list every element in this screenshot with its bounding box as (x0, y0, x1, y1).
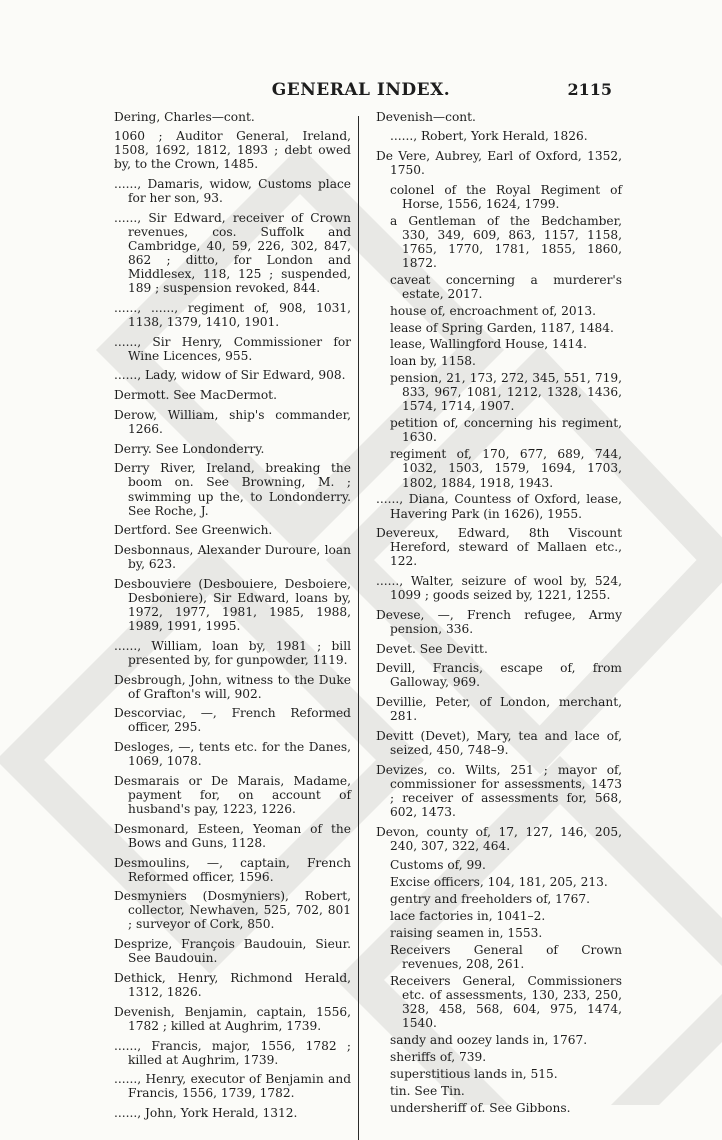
column-divider (358, 116, 359, 1140)
index-entry: Desloges, —, tents etc. for the Danes, 1069, 1078. (114, 740, 351, 769)
index-entry: Devillie, Peter, of London, merchant, 281. (376, 695, 622, 724)
index-entry: Devenish, Benjamin, captain, 1556, 1782 ; killed at Aughrim, 1739. (114, 1004, 351, 1033)
index-entry: Devill, Francis, escape of, from Galloway, 969. (376, 661, 622, 690)
index-heading: Devenish—cont. (376, 110, 476, 124)
index-entry: Devon, county of, 17, 127, 146, 205, 240, 307, 322, 464. (376, 824, 622, 853)
index-entry: Devereux, Edward, 8th Viscount Hereford, steward of Mallaen etc., 122. (376, 526, 622, 569)
index-subentry: lease, Wallingford House, 1414. (390, 337, 587, 352)
index-entry: Devet. See Devitt. (376, 641, 488, 656)
left-column (114, 110, 351, 1126)
index-entry: ......, Lady, widow of Sir Edward, 908. (114, 368, 346, 383)
index-entry: 1060 ; Auditor General, Ireland, 1508, 1692, 1812, 1893 ; debt owed by, to the Crown, 1485. (114, 129, 351, 172)
index-entry: Derry. See Londonderry. (114, 441, 265, 456)
index-subentry: undersheriff of. See Gibbons. (390, 1100, 571, 1115)
index-subentry: sheriffs of, 739. (390, 1049, 487, 1064)
index-entry: ......, Francis, major, 1556, 1782 ; killed at Aughrim, 1739. (114, 1038, 351, 1067)
index-entry: ......, Damaris, widow, Customs place for her son, 93. (114, 176, 351, 206)
index-subentry: loan by, 1158. (390, 354, 476, 369)
index-entry: Dermott. See MacDermot. (114, 388, 277, 403)
index-subentry: house of, encroachment of, 2013. (390, 303, 596, 318)
index-entry: Devese, —, French refugee, Army pension, 336. (376, 607, 622, 636)
index-entry: ......, Walter, seizure of wool by, 524, 1099 ; goods seized by, 1221, 1255. (376, 574, 622, 603)
index-subentry: caveat concerning a murderer's estate, 2017. (390, 272, 622, 301)
index-entry: Desprize, François Baudouin, Sieur. See Baudouin. (114, 937, 351, 966)
index-subentry: petition of, concerning his regiment, 1630. (390, 416, 622, 445)
index-entry: Devizes, co. Wilts, 251 ; mayor of, commissioner for assessments, 1473 ; receiver of assessments for, 568, 602, 1473. (376, 762, 622, 819)
index-entry: Devitt (Devet), Mary, tea and lace of, seized, 450, 748–9. (376, 728, 622, 757)
index-entry: ......, Robert, York Herald, 1826. (390, 129, 588, 144)
index-subentry: lace factories in, 1041–2. (390, 909, 546, 924)
index-entry: Desmyniers (Dosmyniers), Robert, collector, Newhaven, 525, 702, 801 ; surveyor of Cork, 850. (114, 889, 351, 932)
index-entry: ......, ......, regiment of, 908, 1031, 1138, 1379, 1410, 1901. (114, 300, 351, 329)
index-heading: Dering, Charles—cont. (114, 110, 255, 124)
index-subentry: regiment of, 170, 677, 689, 744, 1032, 1503, 1579, 1694, 1703, 1802, 1884, 1918, 1943. (390, 447, 622, 490)
index-entry: Desmoulins, —, captain, French Reformed officer, 1596. (114, 855, 351, 884)
index-subentry: raising seamen in, 1553. (390, 925, 543, 940)
index-entry: Derry River, Ireland, breaking the boom on. See Browning, M. ; swimming up the, to Londonderry. See Roche, J. (114, 461, 351, 518)
index-entry: Descorviac, —, French Reformed officer, 295. (114, 706, 351, 735)
index-subentry: sandy and oozey lands in, 1767. (390, 1033, 588, 1048)
index-subentry: tin. See Tin. (390, 1083, 465, 1098)
index-subentry: Excise officers, 104, 181, 205, 213. (390, 875, 608, 890)
index-subentry: Receivers General, Commissioners etc. of assessments, 130, 233, 250, 328, 458, 568, 604, 975, 1474, 1540. (390, 973, 622, 1031)
index-subentry: colonel of the Royal Regiment of Horse, 1556, 1624, 1799. (390, 182, 622, 211)
index-entry: Desmonard, Esteen, Yeoman of the Bows and Guns, 1128. (114, 821, 351, 850)
index-entry: Desbouviere (Desbouiere, Desboiere, Desboniere), Sir Edward, loans by, 1972, 1977, 1981, 1985, 1988, 1989, 1991, 1995. (114, 576, 351, 634)
index-subentry: pension, 21, 173, 272, 345, 551, 719, 833, 967, 1081, 1212, 1328, 1436, 1574, 1714, 1907. (390, 371, 622, 414)
index-subentry: gentry and freeholders of, 1767. (390, 892, 591, 907)
index-entry: Desbrough, John, witness to the Duke of Grafton's will, 902. (114, 672, 351, 701)
index-entry: Desmarais or De Marais, Madame, payment for, on account of husband's pay, 1223, 1226. (114, 773, 351, 817)
index-entry: Derow, William, ship's commander, 1266. (114, 407, 351, 436)
index-entry: ......, John, York Herald, 1312. (114, 1106, 298, 1121)
index-entry: ......, William, loan by, 1981 ; bill presented by, for gunpowder, 1119. (114, 638, 351, 667)
index-subentry: lease of Spring Garden, 1187, 1484. (390, 320, 614, 335)
index-subentry: Customs of, 99. (390, 858, 486, 873)
index-entry: Dethick, Henry, Richmond Herald, 1312, 1826. (114, 970, 351, 1000)
index-entry: ......, Sir Henry, Commissioner for Wine Licences, 955. (114, 334, 351, 363)
index-entry: Desbonnaus, Alexander Duroure, loan by, 623. (114, 542, 351, 572)
index-subentry: superstitious lands in, 515. (390, 1066, 558, 1081)
page-title: GENERAL INDEX. (271, 80, 451, 100)
index-entry: Dertford. See Greenwich. (114, 523, 273, 538)
page-number: 2115 (567, 80, 612, 99)
index-entry: ......, Sir Edward, receiver of Crown revenues, cos. Suffolk and Cambridge, 40, 59, 226, 302, 847, 862 ; ditto, for London and Middlesex, 118, 125 ; suspended, 189 ; suspension revoked, 844. (114, 210, 351, 296)
index-subentry: a Gentleman of the Bedchamber, 330, 349, 609, 863, 1157, 1158, 1765, 1770, 1781, 1855, 1860, 1872. (390, 213, 622, 270)
index-subentry: Receivers General of Crown revenues, 208, 261. (390, 942, 622, 971)
index-entry: ......, Henry, executor of Benjamin and Francis, 1556, 1739, 1782. (114, 1072, 351, 1101)
index-entry: De Vere, Aubrey, Earl of Oxford, 1352, 1750. (376, 148, 622, 177)
index-entry: ......, Diana, Countess of Oxford, lease, Havering Park (in 1626), 1955. (376, 492, 622, 521)
right-column (376, 110, 622, 1117)
